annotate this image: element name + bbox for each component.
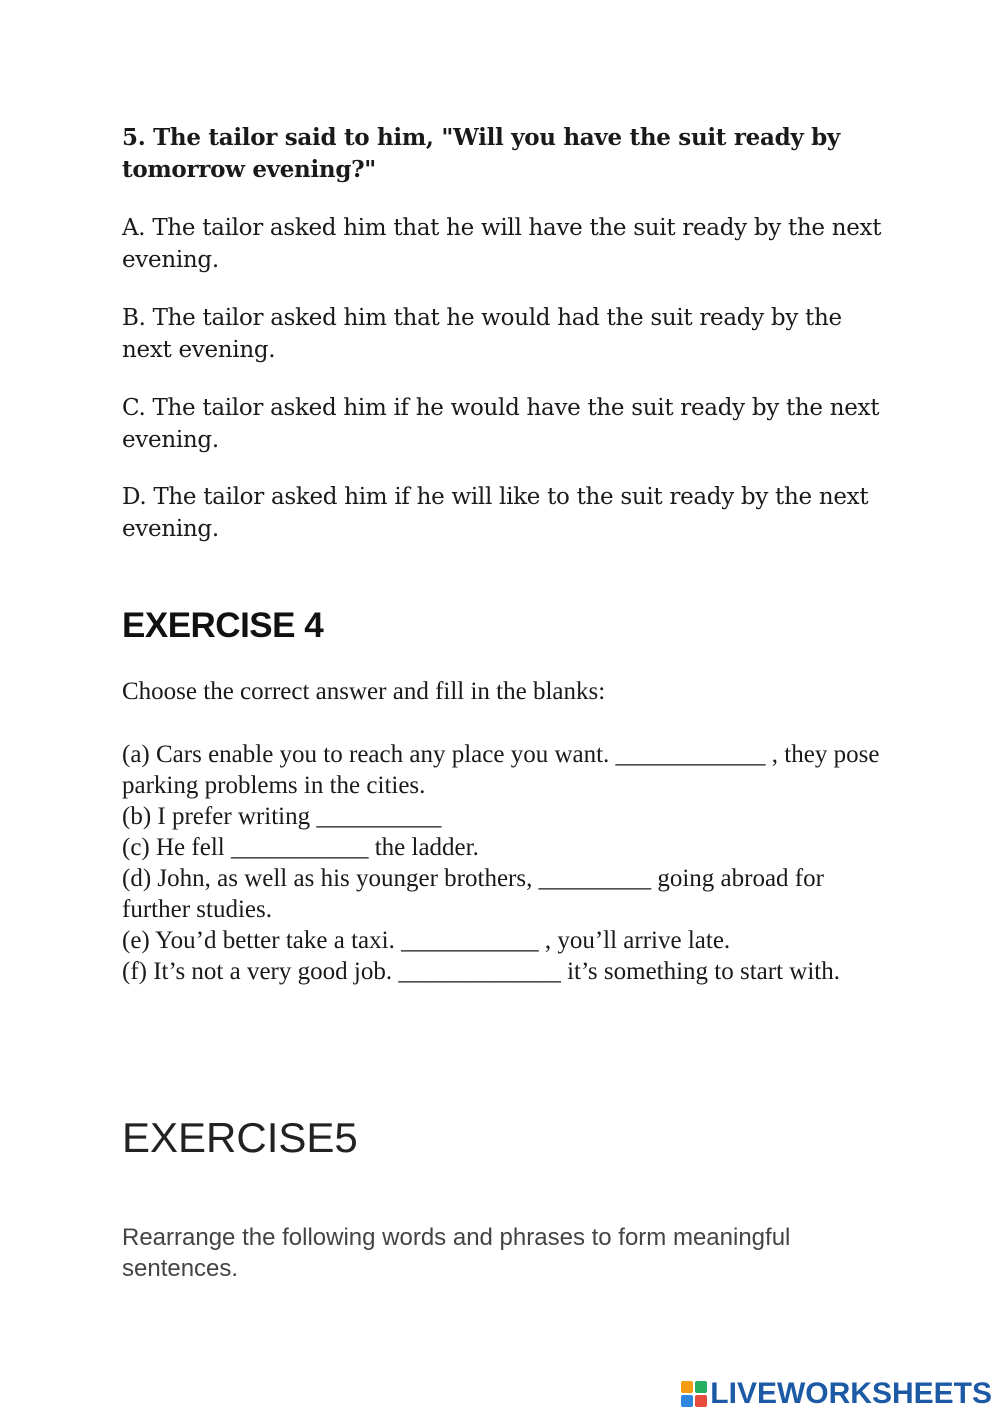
exercise-4-heading: EXERCISE 4 — [122, 606, 324, 645]
option-a[interactable]: A. The tailor asked him that he will have the suit ready by the next evening. — [122, 215, 882, 273]
exercise-5-heading: EXERCISE5 — [122, 1114, 358, 1161]
option-d[interactable]: D. The tailor asked him if he will like to the suit ready by the next evening. — [122, 484, 869, 542]
question-5-title: 5. The tailor said to him, "Will you have the suit ready by tomorrow evening?" — [122, 124, 840, 183]
fill-blank-item-b: (b) I prefer writing __________ — [122, 803, 442, 830]
liveworksheets-wordmark: LIVEWORKSHEETS — [710, 1377, 992, 1410]
option-b[interactable]: B. The tailor asked him that he would had the suit ready by the next evening. — [122, 305, 842, 363]
logo-square-red — [695, 1395, 707, 1407]
logo-square-green — [695, 1381, 707, 1393]
logo-square-blue — [681, 1395, 693, 1407]
fill-blank-item-f: (f) It’s not a very good job. _____________ it’s something to start with. — [122, 958, 840, 985]
fill-blank-item-a: (a) Cars enable you to reach any place you want. ____________ , they pose parking problems in the cities. — [122, 741, 886, 799]
liveworksheets-logo-icon — [681, 1381, 707, 1407]
exercise-4-items — [122, 739, 892, 987]
liveworksheets-brand — [681, 1376, 992, 1412]
exercise-4-instruction: Choose the correct answer and fill in the blanks: — [122, 678, 606, 705]
fill-blank-item-d: (d) John, as well as his younger brothers, _________ going abroad for further studies. — [122, 865, 831, 923]
fill-blank-item-e: (e) You’d better take a taxi. ___________ , you’ll arrive late. — [122, 927, 731, 954]
logo-square-orange — [681, 1381, 693, 1393]
option-c[interactable]: C. The tailor asked him if he would have the suit ready by the next evening. — [122, 395, 880, 453]
exercise-5-instruction: Rearrange the following words and phrases to form meaningful sentences. — [122, 1224, 791, 1282]
fill-blank-item-c: (c) He fell ___________ the ladder. — [122, 834, 479, 861]
